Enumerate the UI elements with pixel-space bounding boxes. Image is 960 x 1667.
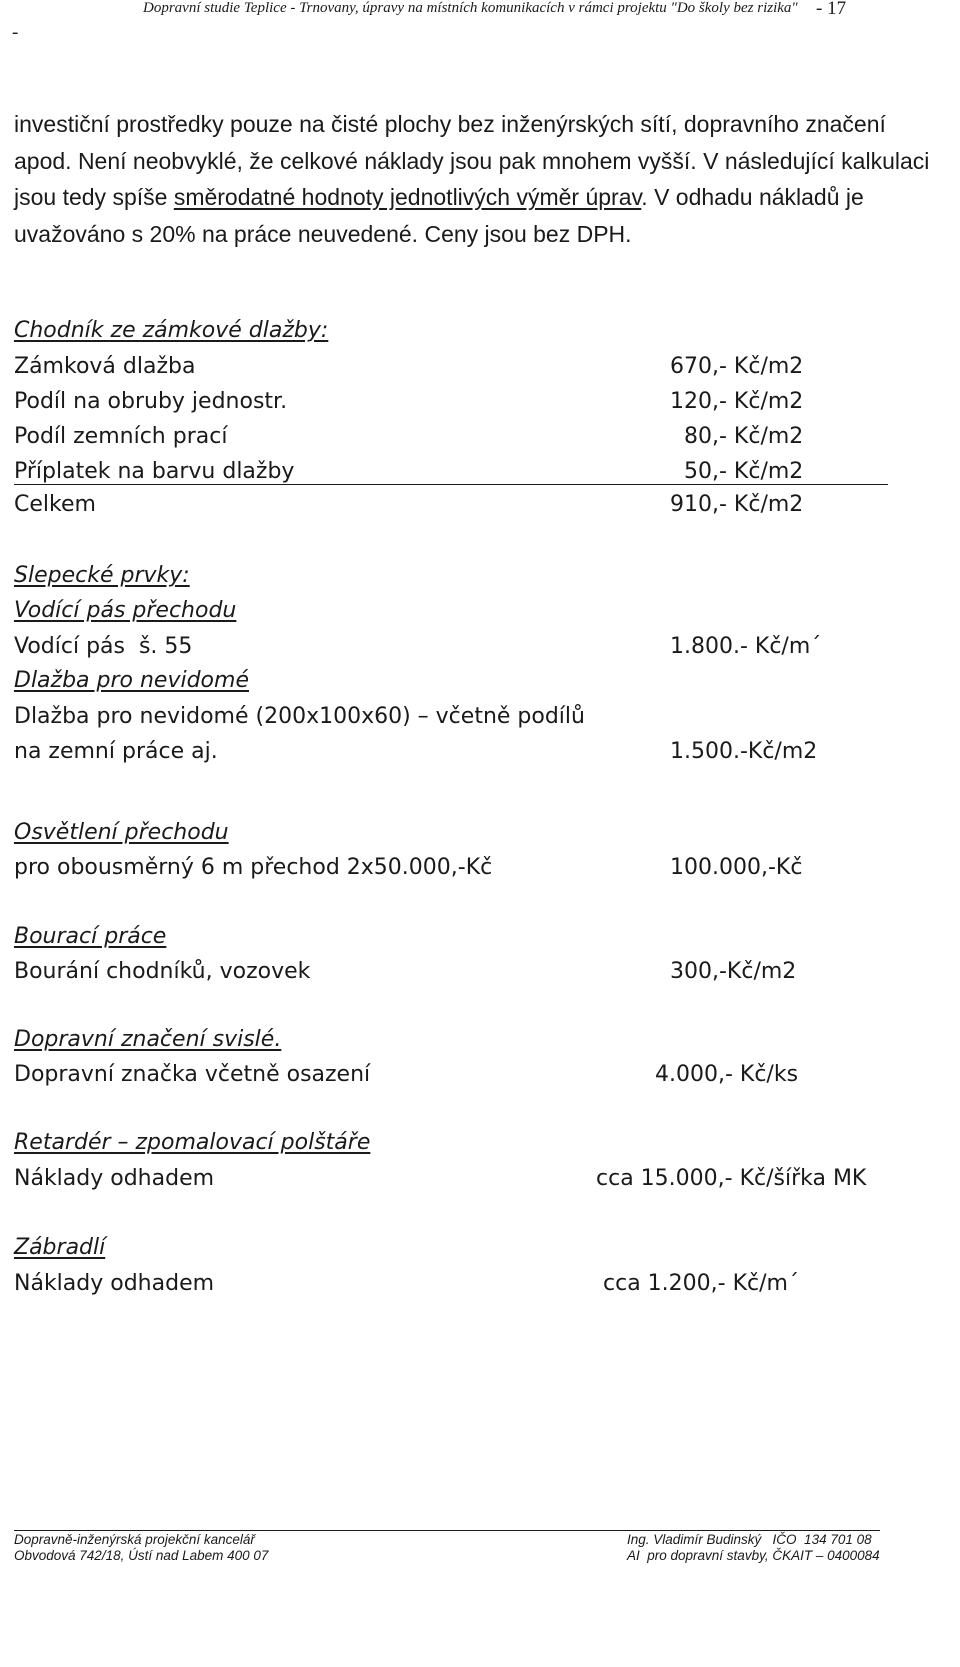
section-heading-bouraci: Bourací práce xyxy=(14,924,167,949)
section-heading-osvetleni: Osvětlení přechodu xyxy=(14,820,229,845)
row-label: pro obousměrný 6 m přechod 2x50.000,-Kč xyxy=(14,855,493,880)
row-price: cca 15.000,- Kč/šířka MK xyxy=(596,1166,867,1191)
footer-company: Dopravně-inženýrská projekční kancelář xyxy=(14,1532,255,1547)
row-label: Náklady odhadem xyxy=(14,1271,215,1296)
subheading-vodici-pas: Vodící pás přechodu xyxy=(14,598,237,623)
footer-engineer: Ing. Vladimír Budinský IČO 134 701 08 xyxy=(627,1532,872,1547)
row-price: 80,- Kč/m2 xyxy=(684,424,804,449)
row-price: 4.000,- Kč/ks xyxy=(655,1062,799,1087)
row-price: 50,- Kč/m2 xyxy=(684,459,804,484)
page-number: - 17 xyxy=(816,0,847,19)
footer-divider xyxy=(14,1530,880,1531)
intro-underlined: směrodatné hodnoty jednotlivých výměr úprav xyxy=(173,184,642,210)
footer-authorization: AI pro dopravní stavby, ČKAIT – 0400084 xyxy=(627,1548,880,1563)
row-label: Náklady odhadem xyxy=(14,1166,215,1191)
row-label: Podíl na obruby jednostr. xyxy=(14,389,288,414)
intro-text-2: . V odhadu nákladů je uvažováno s 20% na práce neuvedené. Ceny jsou bez DPH. xyxy=(14,184,864,247)
section-heading-znaceni: Dopravní značení svislé. xyxy=(14,1027,282,1052)
row-label: Bourání chodníků, vozovek xyxy=(14,959,311,984)
row-label-line2: na zemní práce aj. xyxy=(14,739,218,764)
section-heading-retarder: Retardér – zpomalovací polštáře xyxy=(14,1130,371,1155)
row-label: Vodící pás š. 55 xyxy=(14,634,193,659)
row-label-line1: Dlažba pro nevidomé (200x100x60) – včetně podílů xyxy=(14,704,585,729)
header-dash: - xyxy=(12,22,19,43)
row-label-total: Celkem xyxy=(14,492,96,517)
row-price-total: 910,- Kč/m2 xyxy=(670,492,804,517)
row-label: Podíl zemních prací xyxy=(14,424,228,449)
row-price: 1.800.- Kč/m´ xyxy=(670,634,822,659)
section-heading-slepecke: Slepecké prvky: xyxy=(14,563,190,588)
sum-divider xyxy=(14,484,888,485)
row-price: 100.000,-Kč xyxy=(670,855,803,880)
row-label: Příplatek na barvu dlažby xyxy=(14,459,295,484)
row-label: Zámková dlažba xyxy=(14,354,196,379)
row-price: 120,- Kč/m2 xyxy=(670,389,804,414)
row-price: cca 1.200,- Kč/m´ xyxy=(603,1271,799,1296)
row-price: 1.500.-Kč/m2 xyxy=(670,739,818,764)
intro-paragraph xyxy=(14,106,934,252)
header-title: Dopravní studie Teplice - Trnovany, úpravy na místních komunikacích v rámci projektu "Do školy bez rizika" xyxy=(143,0,798,16)
row-price: 300,-Kč/m2 xyxy=(670,959,797,984)
intro-text-1: investiční prostředky pouze na čisté plochy bez inženýrských sítí, dopravního značení apod. Není neobvyklé, že celkové náklady jsou pak mnohem vyšší. V následující kalkulaci jsou tedy spíše xyxy=(14,111,930,210)
section-heading-chodnik: Chodník ze zámkové dlažby: xyxy=(14,318,329,343)
footer-address: Obvodová 742/18, Ústí nad Labem 400 07 xyxy=(14,1548,269,1563)
section-heading-zabradli: Zábradlí xyxy=(14,1235,106,1260)
row-label: Dopravní značka včetně osazení xyxy=(14,1062,371,1087)
subheading-dlazba-nevidome: Dlažba pro nevidomé xyxy=(14,668,249,693)
row-price: 670,- Kč/m2 xyxy=(670,354,804,379)
